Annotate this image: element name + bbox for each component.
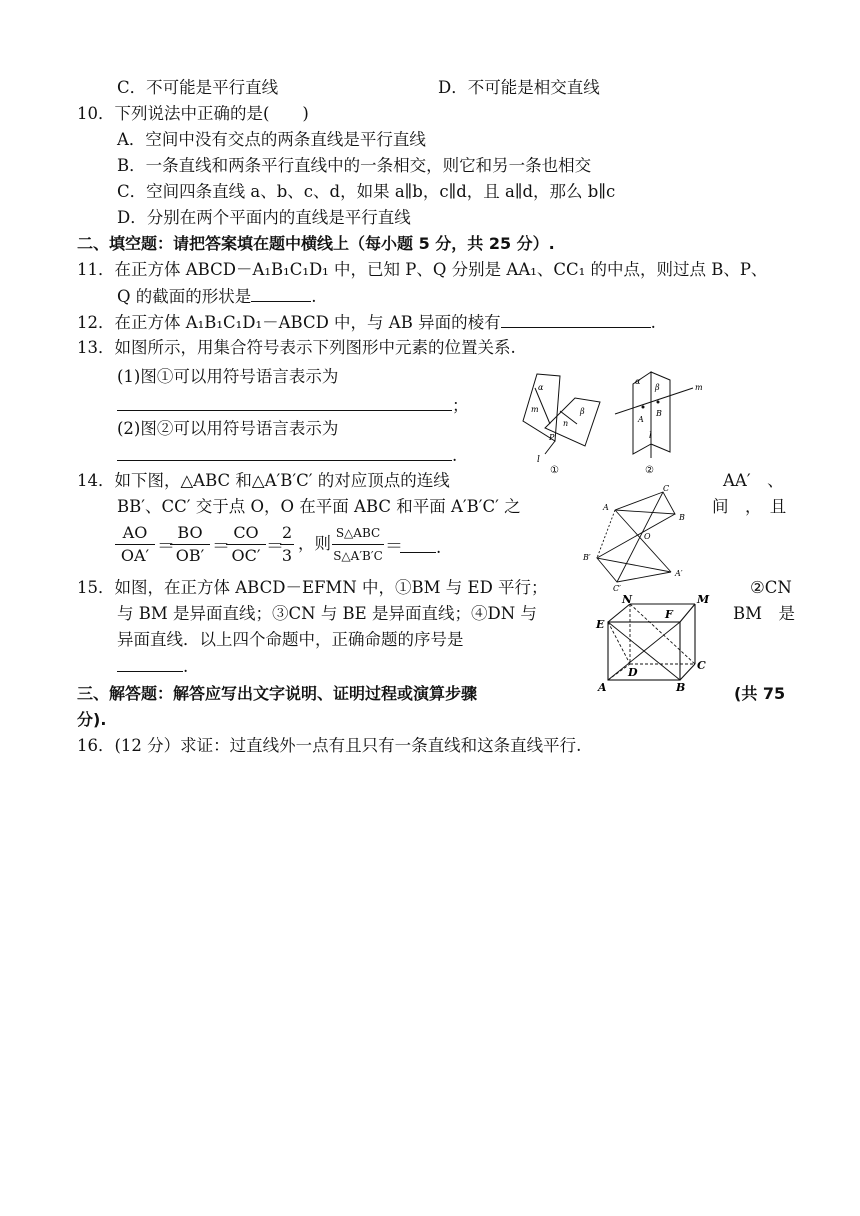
q14-then-word: 则	[314, 534, 331, 553]
q9-option-d: D．不可能是相交直线	[438, 78, 600, 97]
q13-figure	[505, 366, 715, 478]
q15-period: .	[183, 657, 189, 676]
frac-num: 2	[280, 522, 294, 545]
triangle-abc-bottom	[597, 558, 671, 582]
q14-frac-co	[226, 522, 266, 567]
frac-num: BO	[170, 522, 210, 545]
label-c-prime: C′	[613, 584, 621, 592]
q13-figure-1	[523, 374, 600, 454]
point-b	[657, 401, 660, 404]
frac-den: OA′	[120, 546, 150, 565]
q15-line2: 与 BM 是异面直线；③CN 与 BE 是异面直线；④DN 与	[117, 604, 537, 623]
q15-line1-right: ②CN	[750, 578, 792, 597]
label-m2: m	[695, 383, 703, 392]
line-l-shape	[545, 441, 555, 454]
label-a2: A	[638, 415, 644, 424]
label-f: F	[665, 608, 673, 621]
label-beta: β	[580, 407, 585, 416]
frac-num: CO	[226, 522, 266, 545]
q15-line3: 异面直线．以上四个命题中，正确命题的序号是	[117, 630, 464, 649]
eq-sign-4: ＝	[385, 536, 403, 557]
q10-option-a: A．空间中没有交点的两条直线是平行直线	[117, 130, 426, 149]
q13-stem: 13．如图所示，用集合符号表示下列图形中元素的位置关系.	[77, 338, 516, 357]
q13-figure-2	[615, 372, 693, 458]
q13-part2-answer	[117, 444, 457, 467]
label-beta2: β	[655, 383, 660, 392]
q13-part2: (2)图②可以用符号语言表示为	[117, 419, 339, 438]
q14-answer-blank[interactable]	[400, 536, 436, 553]
q11-answer-blank[interactable]	[251, 285, 311, 302]
label-c: C	[697, 659, 706, 672]
section-3-heading: 三、解答题：解答应写出文字说明、证明过程或演算步骤	[77, 684, 478, 703]
label-alpha: α	[538, 383, 544, 392]
q14-period: .	[436, 538, 442, 557]
q11-line1: 11．在正方体 ABCD－A₁B₁C₁D₁ 中，已知 P、Q 分别是 AA₁、CC₁ 的中点，则过点 B、P、	[77, 260, 768, 279]
label-c: C	[663, 484, 670, 493]
q10-option-c: C．空间四条直线 a、b、c、d，如果 a∥b，c∥d，且 a∥d，那么 b∥c	[117, 182, 616, 201]
section-3-heading-line2: 分).	[77, 710, 107, 729]
q15-line2-right: BM 是	[733, 604, 796, 623]
label-d: D	[628, 666, 638, 679]
q14-frac-bo	[170, 522, 210, 567]
frac-den: OC′	[231, 546, 261, 565]
q13-part2-blank[interactable]	[117, 444, 452, 461]
eq-sign-1: ＝	[157, 536, 175, 557]
label-m: M	[697, 593, 710, 606]
q14-frac-ratio	[280, 522, 294, 567]
point-a	[642, 406, 645, 409]
q16-text: 16．(12 分）求证：过直线外一点有且只有一条直线和这条直线平行.	[77, 736, 582, 755]
q14-figure	[575, 482, 695, 592]
q13-part1-answer	[117, 394, 469, 417]
label-e: E	[596, 618, 605, 631]
q15-line4	[117, 655, 188, 678]
frac-den: S△A′B′C	[333, 549, 383, 563]
q11-line2	[117, 285, 317, 308]
label-b: B	[676, 681, 686, 694]
q15-answer-blank[interactable]	[117, 655, 183, 672]
q14-then: ，则	[298, 534, 331, 553]
eq-sign-3: ＝	[266, 536, 284, 557]
q13-part1: (1)图①可以用符号语言表示为	[117, 367, 339, 386]
eq-sign-2: ＝	[212, 536, 230, 557]
label-b-prime: B′	[583, 553, 591, 562]
frac-den: OB′	[175, 546, 205, 565]
label-o: O	[644, 532, 651, 541]
q15-line1: 15．如图，在正方体 ABCD－EFMN 中，①BM 与 ED 平行；	[77, 578, 548, 597]
q9-option-c: C．不可能是平行直线	[117, 78, 279, 97]
q12-answer-blank[interactable]	[501, 311, 651, 328]
q14-line2-right: 间 ， 且	[712, 497, 787, 516]
q11-period: .	[311, 287, 317, 306]
label-a-prime: A′	[675, 569, 683, 578]
q14-line2: BB′、CC′ 交于点 O，O 在平面 ABC 和平面 A′B′C′ 之	[117, 497, 521, 516]
label-a: A	[598, 681, 607, 694]
q14-line1-right: AA′ 、	[723, 471, 784, 490]
label-fig1: ①	[550, 465, 559, 476]
q12-line	[77, 311, 656, 334]
label-fig2: ②	[645, 465, 654, 476]
label-a: A	[603, 503, 609, 512]
line-m2-shape	[615, 388, 693, 414]
triangle-abc-top	[615, 492, 675, 514]
label-b: B	[679, 513, 685, 522]
q10-option-d: D．分别在两个平面内的直线是平行直线	[117, 208, 411, 227]
q14-line1: 14．如下图，△ABC 和△A′B′C′ 的对应顶点的连线	[77, 471, 450, 490]
frac-den: 3	[281, 546, 293, 565]
label-b2: B	[656, 409, 662, 418]
q13-part1-end: ；	[452, 396, 469, 415]
q10-option-b: B．一条直线和两条平行直线中的一条相交，则它和另一条也相交	[117, 156, 592, 175]
q12-period: .	[650, 313, 656, 332]
frac-num: S△ABC	[332, 522, 384, 545]
section-3-heading-right: (共 75	[734, 684, 786, 703]
q10-stem: 10．下列说法中正确的是( )	[77, 104, 309, 123]
label-l2: l	[649, 431, 652, 440]
q13-part2-end: .	[452, 446, 458, 465]
q12-text: 12．在正方体 A₁B₁C₁D₁－ABCD 中，与 AB 异面的棱有	[77, 313, 501, 332]
q14-frac-ao	[115, 522, 155, 567]
q13-part1-blank[interactable]	[117, 394, 452, 411]
label-l-1: l	[537, 455, 540, 465]
label-n: N	[622, 593, 633, 606]
label-n: n	[563, 419, 569, 428]
q14-frac-area	[332, 522, 384, 567]
q14-answer	[400, 536, 441, 559]
label-p: P	[549, 433, 555, 442]
section-2-heading: 二、填空题：请把答案填在题中横线上（每小题 5 分，共 25 分）.	[77, 234, 555, 253]
q11-text: Q 的截面的形状是	[117, 287, 252, 306]
q15-figure	[590, 592, 715, 694]
frac-num: AO	[115, 522, 155, 545]
label-m: m	[531, 405, 539, 414]
label-alpha2: α	[635, 377, 641, 386]
